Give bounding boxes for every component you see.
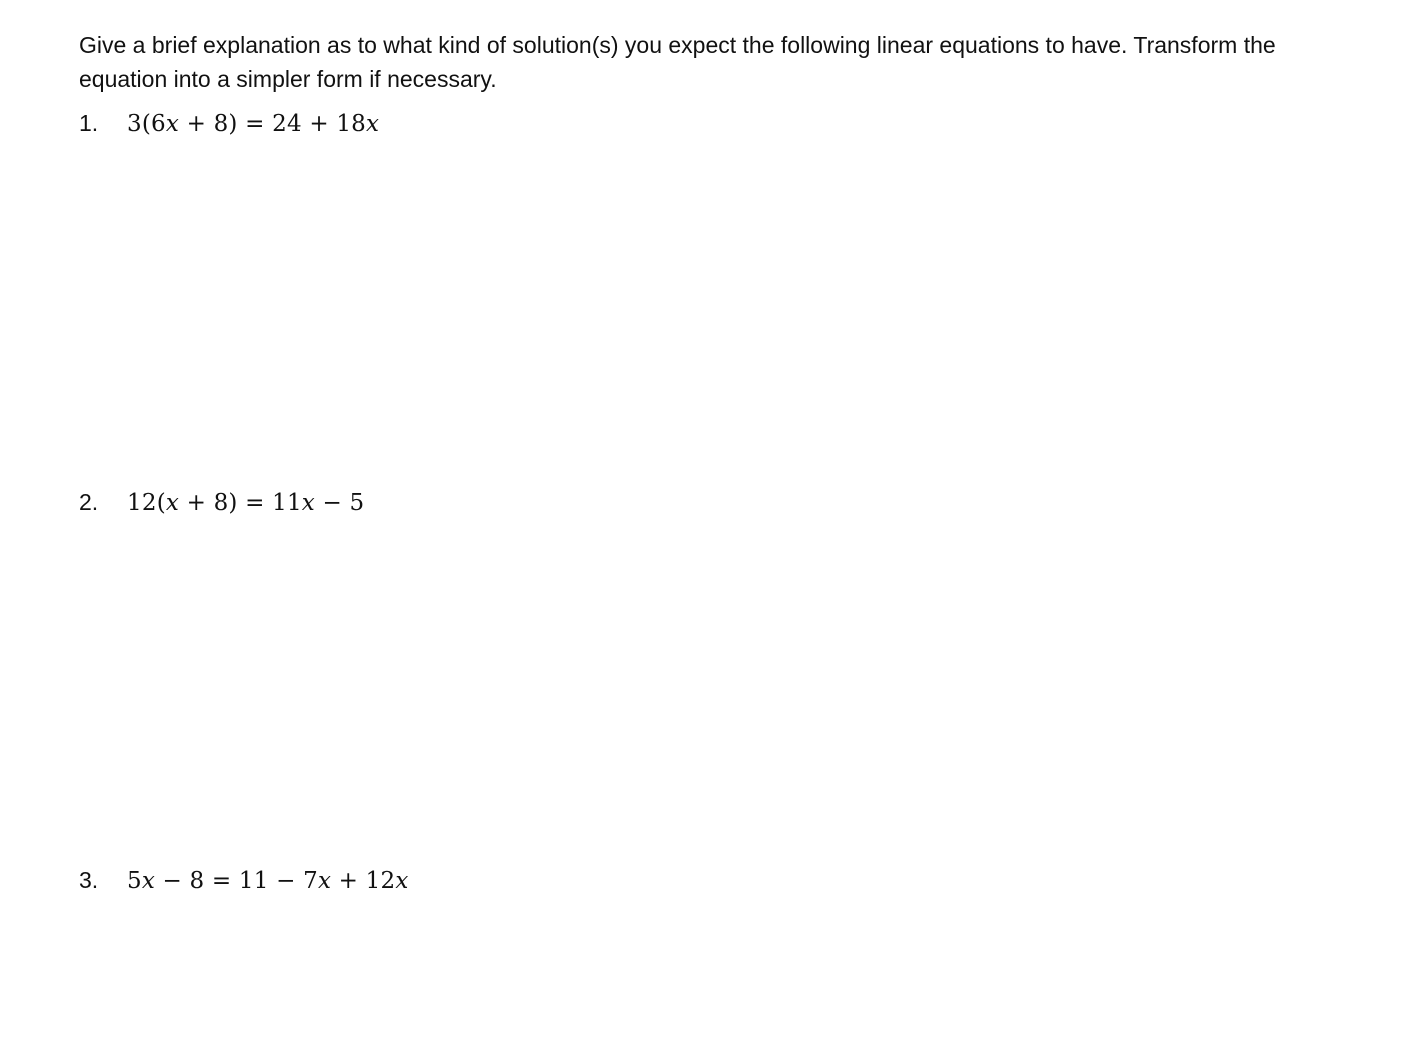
instructions-text [79,28,1379,96]
problem-item [79,867,408,907]
problem-equation: 3(6x + 8) = 24 + 18x [127,111,380,137]
problem-equation: 12(x + 8) = 11x − 5 [127,490,365,516]
instructions-line: Give a brief explanation as to what kind of solution(s) you expect the following linear equations to have. Transform the [79,32,1276,58]
instructions-line: equation into a simpler form if necessary. [79,66,497,92]
problem-equation: 5x − 8 = 11 − 7x + 12x [127,868,409,894]
problem-number: 3. [79,867,99,893]
problem-item [79,110,379,150]
problem-number: 2. [79,489,99,515]
problem-number: 1. [79,110,99,136]
problem-item [79,489,364,529]
